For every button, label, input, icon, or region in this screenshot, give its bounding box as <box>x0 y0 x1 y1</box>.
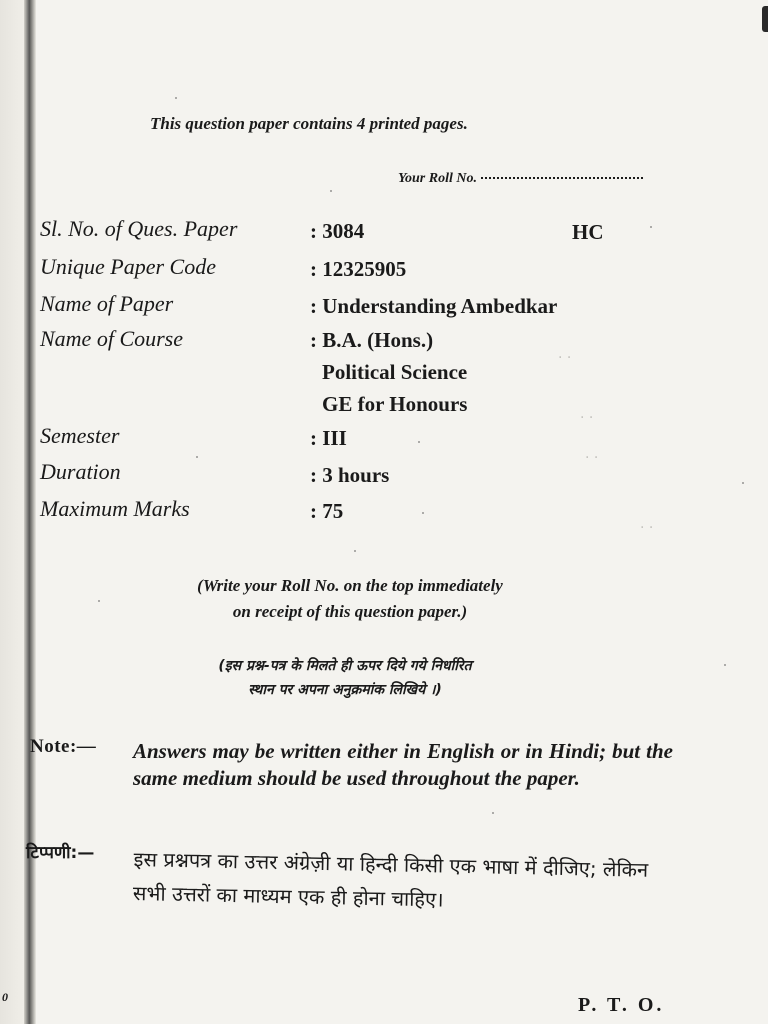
instruction-english-line-2: on receipt of this question paper.) <box>232 602 468 621</box>
show-through-mark: · · <box>558 350 572 366</box>
roll-number-line <box>398 171 643 187</box>
serial-number-label: Sl. No. of Ques. Paper <box>40 216 238 241</box>
instruction-hindi-line-1: (इस प्रश्न-पत्र के मिलते ही ऊपर दिये गये निर्धारित <box>218 658 472 674</box>
scan-speck <box>742 482 744 484</box>
semester-value: : III <box>310 426 347 450</box>
instruction-english-line-1: (Write your Roll No. on the top immediately <box>197 576 503 595</box>
scan-speck <box>330 190 332 192</box>
duration-value: : 3 hours <box>310 463 390 487</box>
corner-mark <box>762 6 768 32</box>
scan-speck <box>724 664 726 666</box>
tippani-text: इस प्रश्नपत्र का उत्तर अंग्रेज़ी या हिन्दी किसी एक भाषा में दीजिए; लेकिन सभी उत्तरों का माध्यम एक ही होना चाहिए। <box>132 846 649 912</box>
note-heading: Note:— <box>30 736 97 757</box>
course-name-line-3: GE for Honours <box>322 392 468 416</box>
serial-number-value: : 3084 <box>310 219 365 243</box>
maximum-marks-value: : 75 <box>310 499 344 523</box>
binding-edge <box>24 0 36 1024</box>
roll-number-label: Your Roll No. <box>398 171 477 186</box>
unique-paper-code-value: : 12325905 <box>310 257 407 281</box>
paper-name-value: : Understanding Ambedkar <box>310 294 558 318</box>
scan-speck <box>492 812 494 814</box>
paper-code: HC <box>572 220 604 244</box>
margin-mark: 0 <box>2 990 8 1004</box>
scan-speck <box>196 456 198 458</box>
scan-speck <box>418 441 420 443</box>
scan-speck <box>98 600 100 602</box>
instruction-hindi-line-2: स्थान पर अपना अनुक्रमांक लिखिये ।) <box>248 682 442 698</box>
paper-name-label: Name of Paper <box>40 291 174 316</box>
scan-speck <box>354 550 356 552</box>
show-through-mark: · · <box>640 520 654 536</box>
course-name-label: Name of Course <box>40 326 183 351</box>
duration-label: Duration <box>40 459 121 484</box>
course-name-line-2: Political Science <box>322 360 468 384</box>
roll-number-blank <box>481 177 643 179</box>
show-through-mark: · · <box>580 410 594 426</box>
printed-pages-note: This question paper contains 4 printed pages. <box>150 114 468 133</box>
scan-speck <box>175 97 177 99</box>
maximum-marks-label: Maximum Marks <box>40 496 190 521</box>
binding-shadow <box>0 0 26 1024</box>
note-text: Answers may be written either in English or in Hindi; but the same medium should be used throughout the paper. <box>133 739 673 790</box>
semester-label: Semester <box>40 423 120 448</box>
scan-speck <box>422 512 424 514</box>
course-name-value: : B.A. (Hons.) <box>310 328 434 352</box>
show-through-mark: · · <box>585 450 599 466</box>
tippani-heading: टिप्पणी:— <box>26 843 95 863</box>
pto-label: P. T. O. <box>578 994 665 1016</box>
unique-paper-code-label: Unique Paper Code <box>40 254 216 279</box>
scan-speck <box>650 226 652 228</box>
